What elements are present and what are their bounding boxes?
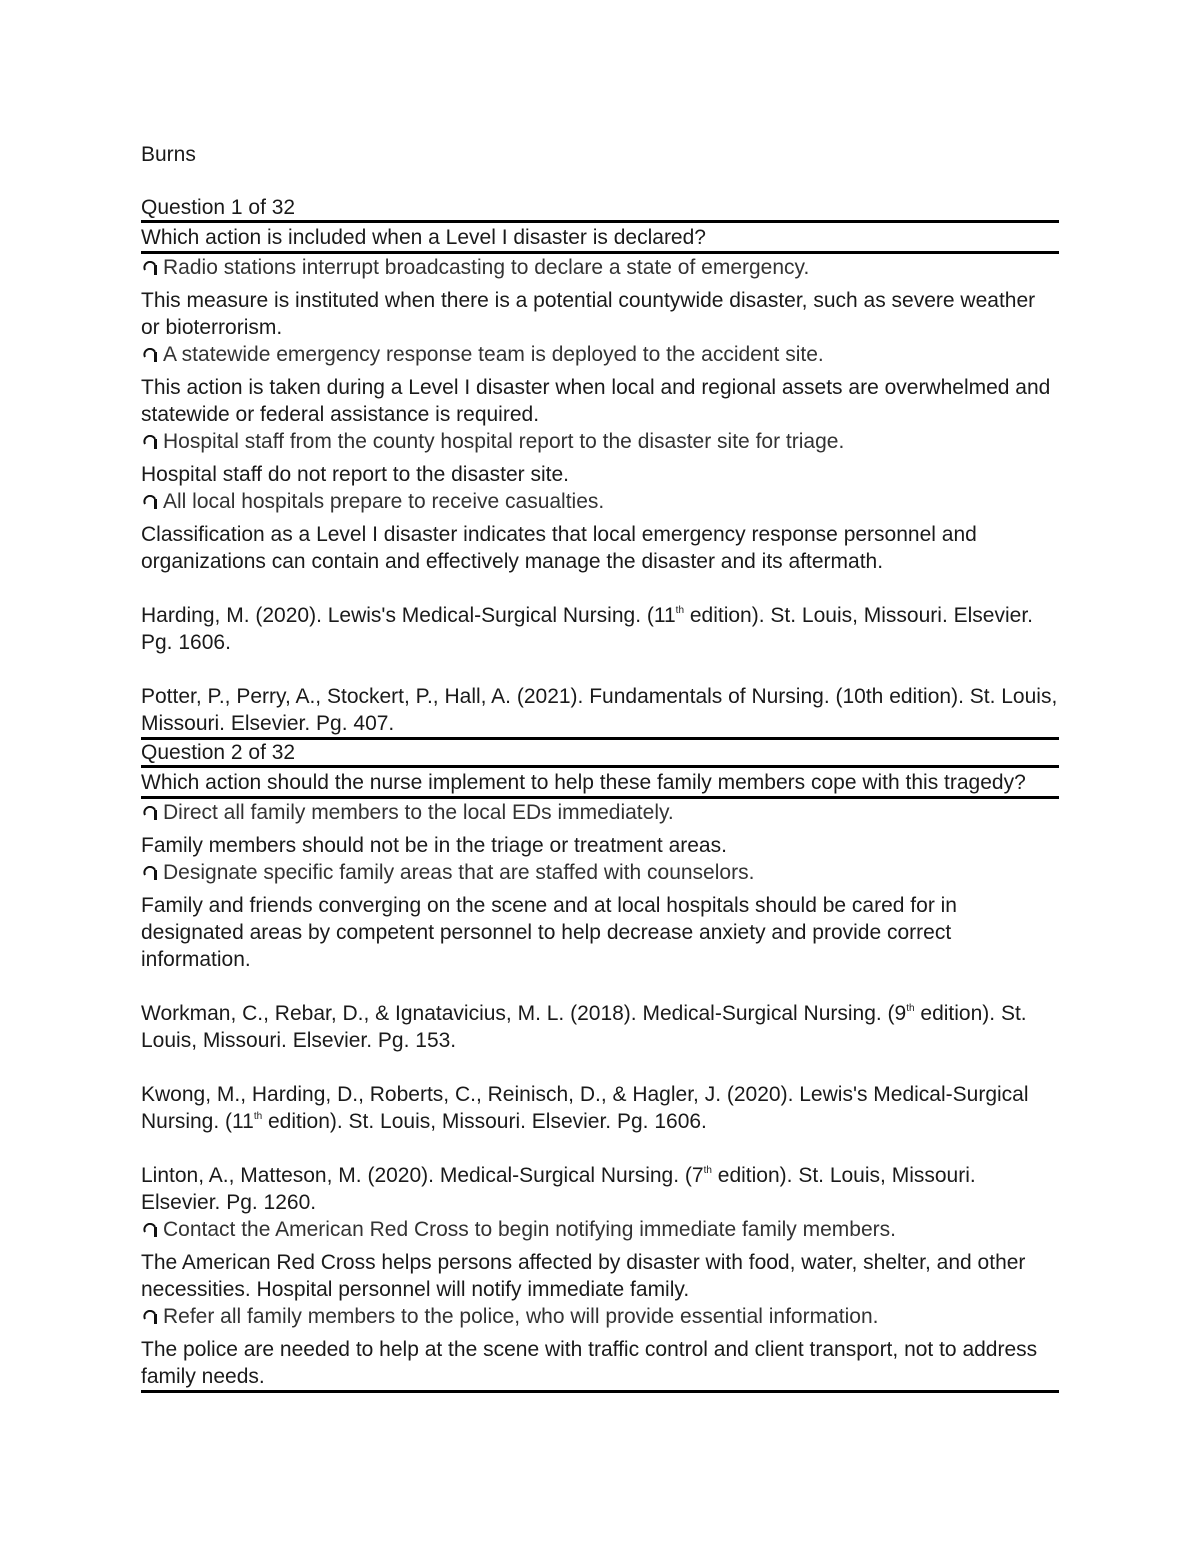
radio-button-icon[interactable] [141, 1216, 163, 1243]
question-2-text: Which action should the nurse implement to help these family members cope with this tragedy? [141, 768, 1059, 799]
q2-option-4-rationale: The police are needed to help at the scene with traffic control and client transport, not to address family needs. [141, 1336, 1059, 1393]
q2-option-3[interactable] [141, 1216, 1059, 1243]
document-page [141, 141, 1059, 1393]
q2-references [141, 1000, 1059, 1216]
q2-option-1-rationale: Family members should not be in the triage or treatment areas. [141, 834, 727, 857]
radio-button-icon[interactable] [141, 799, 163, 826]
reference: Harding, M. (2020). Lewis's Medical-Surgical Nursing. (11th edition). St. Louis, Missouri. Elsevier. Pg. 1606. [141, 604, 1033, 654]
q1-option-4-rationale: Classification as a Level I disaster indicates that local emergency response personnel and organizations can contain and effectively manage the disaster and its aftermath. [141, 523, 977, 573]
question-2-header: Question 2 of 32 [141, 740, 1059, 768]
q2-option-4-label: Refer all family members to the police, who will provide essential information. [163, 1305, 879, 1328]
radio-button-icon[interactable] [141, 341, 163, 368]
q1-option-3[interactable] [141, 428, 1059, 455]
q1-option-2-rationale: This action is taken during a Level I disaster when local and regional assets are overwhelmed and statewide or federal assistance is required. [141, 376, 1051, 426]
q1-option-4-label: All local hospitals prepare to receive casualties. [163, 490, 605, 513]
reference: Kwong, M., Harding, D., Roberts, C., Reinisch, D., & Hagler, J. (2020). Lewis's Medical-Surgical Nursing. (11th edition). St. Louis, Missouri. Elsevier. Pg. 1606. [141, 1083, 1029, 1133]
q1-option-3-label: Hospital staff from the county hospital report to the disaster site for triage. [163, 430, 845, 453]
q2-option-4[interactable] [141, 1303, 1059, 1330]
document-title: Burns [141, 143, 196, 166]
radio-button-icon[interactable] [141, 428, 163, 455]
q1-option-4[interactable] [141, 488, 1059, 515]
q1-option-1-label: Radio stations interrupt broadcasting to declare a state of emergency. [163, 256, 810, 279]
reference: Workman, C., Rebar, D., & Ignatavicius, M. L. (2018). Medical-Surgical Nursing. (9th edition). St. Louis, Missouri. Elsevier. Pg. 153. [141, 1002, 1027, 1052]
reference: Potter, P., Perry, A., Stockert, P., Hall, A. (2021). Fundamentals of Nursing. (10th edition). St. Louis, Missouri. Elsevier. Pg. 407. [141, 683, 1059, 740]
radio-button-icon[interactable] [141, 254, 163, 281]
q2-option-3-rationale: The American Red Cross helps persons affected by disaster with food, water, shelter, and other necessities. Hospital personnel will notify immediate family. [141, 1251, 1026, 1301]
q1-option-2[interactable] [141, 341, 1059, 368]
q1-option-3-rationale: Hospital staff do not report to the disaster site. [141, 463, 570, 486]
q1-option-2-label: A statewide emergency response team is deployed to the accident site. [163, 343, 824, 366]
question-1 [141, 195, 1059, 740]
q2-option-2-label: Designate specific family areas that are staffed with counselors. [163, 861, 755, 884]
reference: Linton, A., Matteson, M. (2020). Medical-Surgical Nursing. (7th edition). St. Louis, Missouri. Elsevier. Pg. 1260. [141, 1164, 976, 1214]
q1-references [141, 602, 1059, 740]
q2-option-1-label: Direct all family members to the local EDs immediately. [163, 801, 674, 824]
question-1-header: Question 1 of 32 [141, 195, 1059, 223]
q1-option-1[interactable] [141, 254, 1059, 281]
radio-button-icon[interactable] [141, 859, 163, 886]
radio-button-icon[interactable] [141, 488, 163, 515]
q2-option-2[interactable] [141, 859, 1059, 886]
q1-option-1-rationale: This measure is instituted when there is a potential countywide disaster, such as severe weather or bioterrorism. [141, 289, 1036, 339]
q2-option-1[interactable] [141, 799, 1059, 826]
question-2 [141, 740, 1059, 1393]
q2-option-2-rationale: Family and friends converging on the scene and at local hospitals should be cared for in designated areas by competent personnel to help decrease anxiety and provide correct information. [141, 894, 957, 971]
question-1-text: Which action is included when a Level I disaster is declared? [141, 223, 1059, 254]
radio-button-icon[interactable] [141, 1303, 163, 1330]
q2-option-3-label: Contact the American Red Cross to begin notifying immediate family members. [163, 1218, 896, 1241]
